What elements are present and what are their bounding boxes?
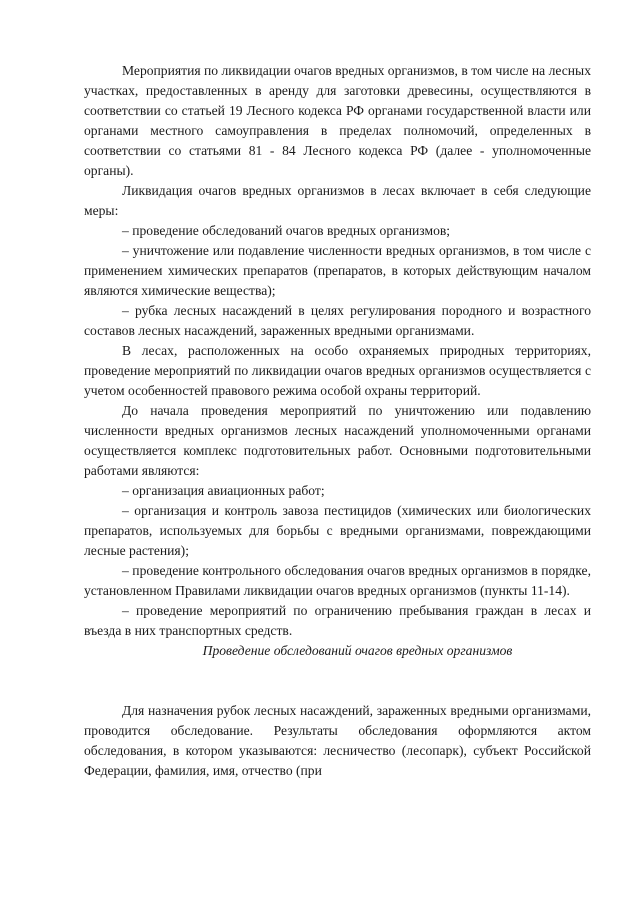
- section-heading: Проведение обследований очагов вредных организмов: [202, 643, 513, 658]
- paragraph-protected-areas: В лесах, расположенных на особо охраняемых природных территориях, проведение мероприятий по ликвидации очагов вредных организмов осуществляется с учетом особенностей правового режима особой охраны территорий.: [84, 343, 591, 398]
- section-spacer: [84, 661, 591, 701]
- list-item-destruction: – уничтожение или подавление численности вредных организмов, в том числе с применением химических препаратов (препаратов, в которых действующим началом являются химические вещества);: [84, 243, 591, 298]
- list-item-surveys: – проведение обследований очагов вредных организмов;: [122, 223, 451, 238]
- paragraph-preparatory-works: До начала проведения мероприятий по уничтожению или подавлению численности вредных организмов лесных насаждений уполномоченными органами осуществляется комплекс подготовительных работ. Основными подготовительными работами являются:: [84, 403, 591, 478]
- list-item-felling: – рубка лесных насаждений в целях регулирования породного и возрастного составов лесных насаждений, зараженных вредными организмами.: [84, 303, 591, 338]
- list-item-restriction: – проведение мероприятий по ограничению пребывания граждан в лесах и въезда в них транспортных средств.: [84, 603, 591, 638]
- document-page: [84, 61, 591, 781]
- list-item-aviation: – организация авиационных работ;: [122, 483, 325, 498]
- list-item-pesticides: – организация и контроль завоза пестицидов (химических или биологических препаратов, используемых для борьбы с вредными организмами, повреждающими лесные растения);: [84, 503, 591, 558]
- paragraph-measures-intro: Ликвидация очагов вредных организмов в лесах включает в себя следующие меры:: [84, 183, 591, 218]
- list-item-control-survey: – проведение контрольного обследования очагов вредных организмов в порядке, установленном Правилами ликвидации очагов вредных организмов (пункты 11-14).: [84, 563, 591, 598]
- paragraph-intro: Мероприятия по ликвидации очагов вредных организмов, в том числе на лесных участках, предоставленных в аренду для заготовки древесины, осуществляются в соответствии со статьей 19 Лесного кодекса РФ органами государственной власти или органами местного самоуправления в пределах полномочий, определенных в соответствии со статьями 81 - 84 Лесного кодекса РФ (далее - уполномоченные органы).: [84, 63, 591, 178]
- paragraph-survey-act: Для назначения рубок лесных насаждений, зараженных вредными организмами, проводится обследование. Результаты обследования оформляются актом обследования, в котором указываются: лесничество (лесопарк), субъект Российской Федерации, фамилия, имя, отчество (при: [84, 703, 591, 778]
